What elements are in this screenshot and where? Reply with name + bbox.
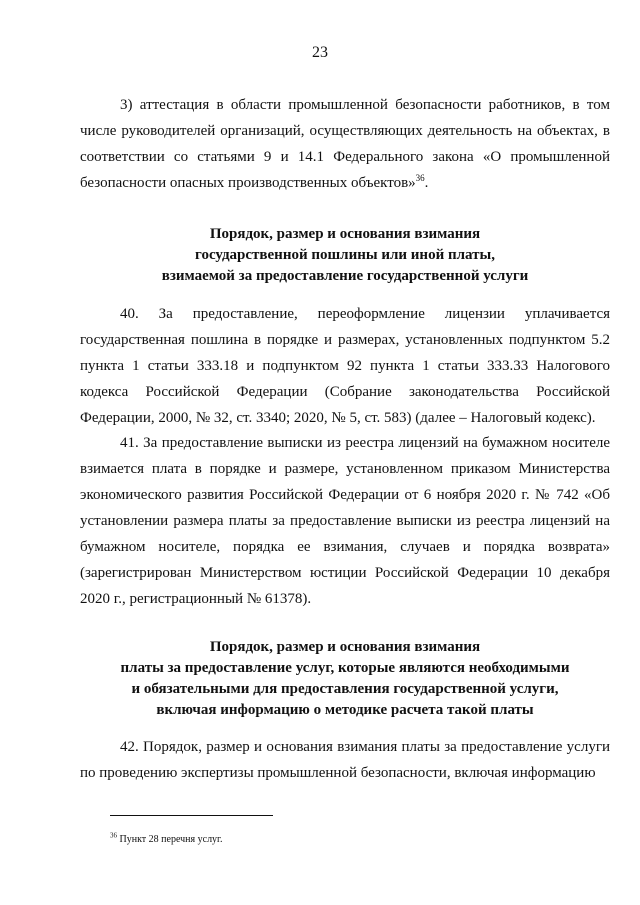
heading-line: и обязательными для предоставления государственной услуги, xyxy=(131,681,559,697)
heading-line: включая информацию о методике расчета такой платы xyxy=(156,702,534,718)
footnote-separator xyxy=(110,815,273,816)
paragraph-attestation-tail: . xyxy=(424,175,429,191)
section-heading-services-fee xyxy=(80,637,610,721)
paragraph-attestation-text: 3) аттестация в области промышленной безопасности работников, в том числе руководителей организаций, осуществляющих деятельность на объектах, в соответствии со статьями 9 и 14.1 Федерального закона «О промышленной безопасности опасных производственных объектов» xyxy=(80,97,610,191)
paragraph-40: 40. За предоставление, переоформление лицензии уплачивается государственная пошлина в порядке и размерах, установленных подпунктом 5.2 пункта 1 статьи 333.18 и подпунктом 92 пункта 1 статьи 333.33 Налогового кодекса Российской Федерации (Собрание законодательства Российской Федерации, 2000, № 32, ст. 3340; 2020, № 5, ст. 583) (далее – Налоговый кодекс). xyxy=(80,306,610,426)
heading-line: взимаемой за предоставление государственной услуги xyxy=(161,268,529,284)
footnote-text: Пункт 28 перечня услуг. xyxy=(119,834,223,845)
footnote-reference: 36 xyxy=(415,173,425,183)
heading-line: Порядок, размер и основания взимания xyxy=(209,639,481,655)
heading-line: Порядок, размер и основания взимания xyxy=(209,226,481,242)
section-heading-fee xyxy=(80,224,610,287)
page-number: 23 xyxy=(312,44,328,61)
paragraph-41: 41. За предоставление выписки из реестра лицензий на бумажном носителе взимается плата в порядке и размере, установленном приказом Министерства экономического развития Российской Федерации от 6 ноября 2020 г. № 742 «Об установлении размера платы за предоставление выписки из реестра лицензий на бумажном носителе, порядка ее взимания, случаев и порядка возврата» (зарегистрирован Министерством юстиции Российской Федерации 10 декабря 2020 г., регистрационный № 61378). xyxy=(80,435,610,607)
footnote-marker: 36 xyxy=(110,831,117,840)
heading-line: государственной пошлины или иной платы, xyxy=(195,247,495,263)
paragraph-attestation xyxy=(80,92,610,196)
footnote xyxy=(110,833,223,847)
heading-line: платы за предоставление услуг, которые являются необходимыми xyxy=(120,660,570,676)
paragraph-42: 42. Порядок, размер и основания взимания платы за предоставление услуги по проведению экспертизы промышленной безопасности, включая информацию xyxy=(80,739,610,781)
